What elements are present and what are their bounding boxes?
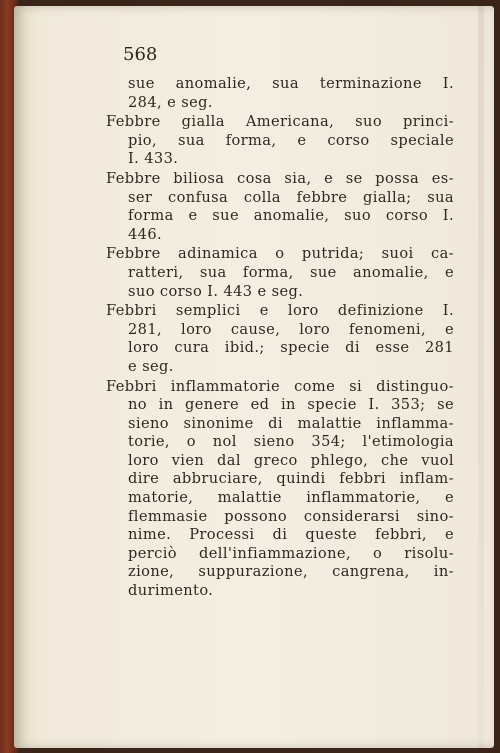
text-line: ratteri, sua forma, sue anomalie, e [128, 263, 454, 281]
text-line: matorie, malattie inflammatorie, e [128, 489, 454, 507]
text-line: durimento. [128, 582, 214, 600]
text-line: flemmasie possono considerarsi sino- [128, 507, 454, 525]
text-line: zione, suppurazione, cangrena, in- [128, 563, 454, 581]
text-line: torie, o nol sieno 354; l'etimologia [128, 433, 454, 451]
text-line: Febbre gialla Americana, suo princi- [106, 113, 454, 131]
text-line: loro cura ibid.; specie di esse 281 [128, 339, 454, 357]
index-entry [106, 302, 454, 376]
text-line: forma e sue anomalie, suo corso I. [128, 207, 454, 225]
text-line: ser confusa colla febbre gialla; sua [128, 188, 454, 206]
page-number: 568 [123, 44, 158, 65]
text-line: e seg. [128, 357, 174, 375]
text-line: nime. Processi di queste febbri, e [128, 526, 454, 544]
index-entry [106, 170, 454, 244]
text-line: no in genere ed in specie I. 353; se [128, 396, 454, 414]
text-line: loro vien dal greco phlego, che vuol [128, 451, 454, 469]
text-line: I. 433. [128, 150, 179, 168]
text-line: suo corso I. 443 e seg. [128, 282, 304, 300]
index-entry [106, 113, 454, 169]
index-text [106, 74, 454, 601]
text-line: Febbre biliosa cosa sia, e se possa es- [106, 169, 454, 187]
text-line: sue anomalie, sua terminazione I. [128, 75, 454, 92]
text-line: 446. [128, 225, 163, 243]
text-line: 281, loro cause, loro fenomeni, e [128, 320, 454, 338]
index-entry [106, 245, 454, 301]
text-line: 284, e seg. [128, 93, 213, 111]
text-line: dire abbruciare, quindi febbri inflam- [128, 470, 454, 488]
text-line: Febbri inflammatorie come si distinguo- [106, 377, 454, 395]
text-line: perciò dell'infiammazione, o risolu- [128, 544, 454, 562]
text-line: Febbre adinamica o putrida; suoi ca- [106, 245, 454, 263]
page-edge-shadow [478, 6, 484, 748]
index-entry [106, 378, 454, 601]
text-line: Febbri semplici e loro definizione I. [106, 302, 454, 320]
text-line: sieno sinonime di malattie inflamma- [128, 414, 454, 432]
text-line: pio, sua forma, e corso speciale [128, 131, 454, 149]
index-entry [106, 75, 454, 112]
